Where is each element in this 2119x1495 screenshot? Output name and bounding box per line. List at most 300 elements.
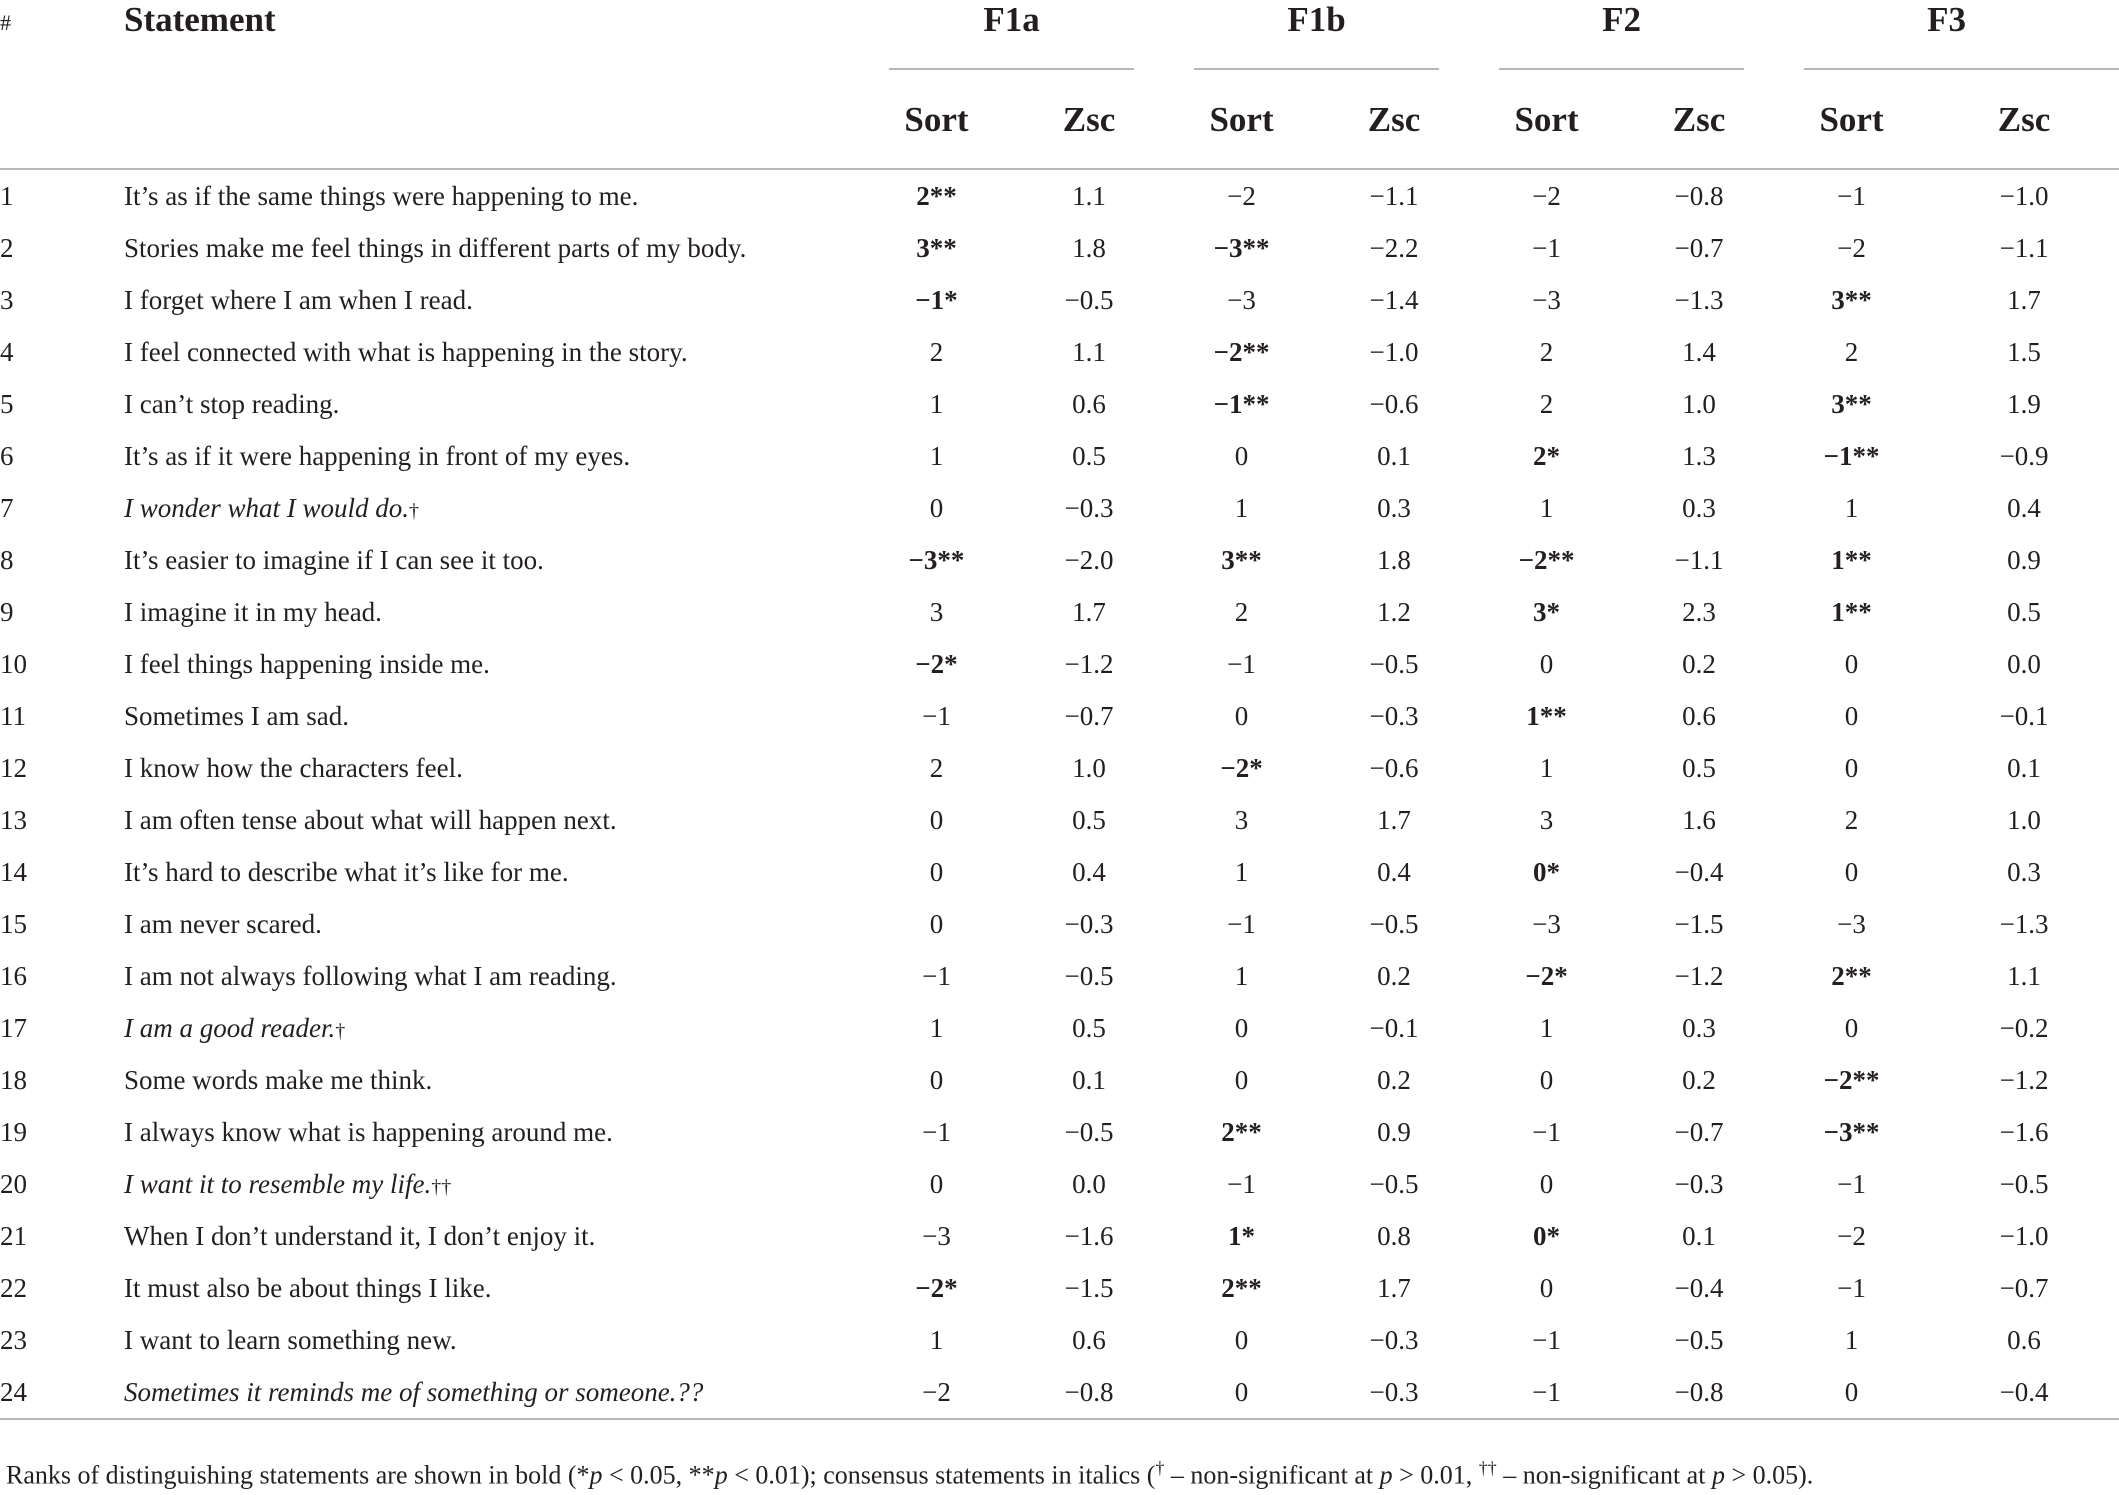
header-sort: Sort: [1469, 72, 1624, 169]
table-row: [0, 950, 2119, 1002]
cell-sort: −3**: [1823, 1116, 1880, 1147]
cell-zsc: −1.0: [1999, 180, 2049, 211]
row-statement: [124, 169, 859, 222]
cell-zsc: 0.1: [1377, 440, 1411, 471]
row-statement: [124, 482, 859, 534]
cell-sort: −2*: [915, 1272, 958, 1303]
cell-sort: −3: [922, 1220, 951, 1251]
cell-zsc: −0.7: [1674, 232, 1724, 263]
cell-zsc: 1.7: [1072, 596, 1106, 627]
row-statement: [124, 1366, 859, 1419]
row-number: 10: [0, 648, 27, 679]
cell-zsc: −0.1: [1369, 1012, 1419, 1043]
cell-sort: 0: [1234, 1324, 1249, 1355]
cell-zsc: 1.5: [2007, 336, 2041, 367]
cell-sort: 0: [1234, 1064, 1249, 1095]
cell-sort: 3**: [1221, 544, 1262, 575]
cell-zsc: 0.3: [1682, 492, 1716, 523]
cell-sort: −2**: [1518, 544, 1575, 575]
header-sort: Sort: [859, 72, 1014, 169]
row-number: 20: [0, 1168, 27, 1199]
cell-zsc: −0.5: [1674, 1324, 1724, 1355]
cell-zsc: 0.0: [1072, 1168, 1106, 1199]
cell-sort: 0: [1539, 1168, 1554, 1199]
header-zsc: Zsc: [1624, 72, 1774, 169]
cell-zsc: 0.5: [1072, 804, 1106, 835]
cell-zsc: 0.3: [2007, 856, 2041, 887]
cell-sort: 0: [1539, 648, 1554, 679]
row-statement: [124, 1158, 859, 1210]
row-statement: [124, 742, 859, 794]
cell-zsc: −1.3: [1999, 908, 2049, 939]
cell-sort: −1: [1532, 1324, 1561, 1355]
cell-sort: 0: [929, 1064, 944, 1095]
cell-zsc: −0.5: [1064, 1116, 1114, 1147]
table-row: [0, 1210, 2119, 1262]
cell-sort: 3**: [1831, 284, 1872, 315]
row-number: 14: [0, 856, 27, 887]
cell-sort: 0: [1844, 700, 1859, 731]
statement-text: I can’t stop reading.: [124, 388, 340, 419]
cell-sort: −1: [1532, 232, 1561, 263]
cell-zsc: −0.5: [1369, 1168, 1419, 1199]
cell-zsc: −2.2: [1369, 232, 1419, 263]
header-sort: Sort: [1774, 72, 1929, 169]
row-number: 11: [0, 700, 26, 731]
cell-sort: 2: [929, 336, 944, 367]
cell-zsc: 0.2: [1377, 1064, 1411, 1095]
row-number: 4: [0, 336, 14, 367]
cell-sort: 0: [929, 804, 944, 835]
cell-sort: 3*: [1533, 596, 1561, 627]
cell-zsc: 1.9: [2007, 388, 2041, 419]
cell-sort: 0: [1539, 1272, 1554, 1303]
statement-text: I wonder what I would do.: [124, 492, 410, 523]
statement-text: I know how the characters feel.: [124, 752, 463, 783]
table-row: [0, 742, 2119, 794]
table-row: [0, 1314, 2119, 1366]
cell-zsc: 0.1: [2007, 752, 2041, 783]
cell-sort: −1: [1469, 1366, 1624, 1419]
row-statement: [124, 690, 859, 742]
cell-sort: 3**: [916, 232, 957, 263]
cell-sort: 1*: [1228, 1220, 1256, 1251]
statement-text: I am often tense about what will happen next.: [124, 804, 617, 835]
header-row-factors: [0, 0, 2119, 72]
cell-sort: 0: [1539, 1064, 1554, 1095]
cell-sort: 1: [929, 388, 944, 419]
row-statement: [124, 1002, 859, 1054]
cell-zsc: −1.2: [1064, 648, 1114, 679]
cell-zsc: −0.3: [1064, 908, 1114, 939]
cell-zsc: 0.5: [1072, 440, 1106, 471]
cell-zsc: −1.0: [1999, 1220, 2049, 1251]
row-number: 3: [0, 284, 14, 315]
header-factor-label: F2: [1602, 0, 1641, 39]
row-number: 22: [0, 1272, 27, 1303]
cell-sort: 1: [1234, 960, 1249, 991]
cell-zsc: 0.6: [1072, 388, 1106, 419]
cell-zsc: 1.7: [1377, 804, 1411, 835]
cell-zsc: −1.6: [1064, 1220, 1114, 1251]
cell-sort: 0: [1844, 752, 1859, 783]
cell-zsc: −0.9: [1999, 440, 2049, 471]
cell-zsc: 0.8: [1377, 1220, 1411, 1251]
cell-sort: 0: [1844, 1012, 1859, 1043]
cell-sort: −2: [1227, 180, 1256, 211]
row-number: 6: [0, 440, 14, 471]
cell-zsc: 0.6: [1682, 700, 1716, 731]
cell-sort: 0: [1234, 440, 1249, 471]
cell-zsc: −0.6: [1369, 388, 1419, 419]
row-statement: [124, 378, 859, 430]
statement-text: I am a good reader.: [124, 1012, 336, 1043]
header-factor-f1a: [859, 0, 1164, 72]
cell-zsc: 0.4: [1072, 856, 1106, 887]
cell-sort: 0: [1774, 1366, 1929, 1419]
cell-sort: 0: [1234, 700, 1249, 731]
header-zsc: Zsc: [1014, 72, 1164, 169]
table-row: [0, 690, 2119, 742]
cell-sort: −1: [1837, 1168, 1866, 1199]
row-number: 19: [0, 1116, 27, 1147]
table-row: [0, 326, 2119, 378]
cell-zsc: 1.7: [1377, 1272, 1411, 1303]
cell-sort: −3: [1227, 284, 1256, 315]
statement-text: I feel things happening inside me.: [124, 648, 490, 679]
cell-zsc: 0.4: [2007, 492, 2041, 523]
row-number: 9: [0, 596, 14, 627]
cell-zsc: −1.1: [1369, 180, 1419, 211]
cell-sort: 0: [1234, 1012, 1249, 1043]
cell-sort: 1: [1844, 1324, 1859, 1355]
table-row: [0, 1366, 2119, 1419]
cell-sort: 2*: [1533, 440, 1561, 471]
cell-zsc: 0.6: [1072, 1324, 1106, 1355]
cell-sort: 2: [929, 752, 944, 783]
cell-zsc: −1.1: [1999, 232, 2049, 263]
cell-sort: −2**: [1823, 1064, 1880, 1095]
statement-text: It’s easier to imagine if I can see it too.: [124, 544, 544, 575]
cell-sort: −1: [922, 960, 951, 991]
cell-sort: 0: [929, 908, 944, 939]
cell-sort: −1: [1227, 648, 1256, 679]
table-row: [0, 1158, 2119, 1210]
header-factor-label: F3: [1927, 0, 1966, 39]
cell-sort: 0*: [1533, 856, 1561, 887]
cell-sort: 0: [929, 1168, 944, 1199]
cell-sort: 1: [1539, 752, 1554, 783]
cell-zsc: −0.3: [1369, 700, 1419, 731]
cell-zsc: −0.4: [1929, 1366, 2119, 1419]
cell-zsc: 1.1: [2007, 960, 2041, 991]
cell-zsc: −0.5: [1064, 960, 1114, 991]
cell-zsc: −0.7: [1999, 1272, 2049, 1303]
cell-sort: −1: [922, 700, 951, 731]
cell-sort: −3**: [1213, 232, 1270, 263]
header-row-subcolumns: [0, 72, 2119, 169]
cell-sort: 1: [1844, 492, 1859, 523]
cell-sort: −3: [1532, 284, 1561, 315]
cell-zsc: 0.9: [2007, 544, 2041, 575]
statement-text: It’s hard to describe what it’s like for me.: [124, 856, 569, 887]
cell-zsc: 1.4: [1682, 336, 1716, 367]
cell-sort: 1**: [1526, 700, 1567, 731]
cell-sort: −2: [1837, 232, 1866, 263]
header-factor-f2: [1469, 0, 1774, 72]
row-number: 2: [0, 232, 14, 263]
cell-sort: −1: [1837, 180, 1866, 211]
row-statement: [124, 1054, 859, 1106]
cell-sort: 3**: [1831, 388, 1872, 419]
cell-zsc: −1.2: [1674, 960, 1724, 991]
cell-zsc: 0.5: [2007, 596, 2041, 627]
table-row: [0, 586, 2119, 638]
statement-text: It must also be about things I like.: [124, 1272, 492, 1303]
cell-sort: 0: [929, 856, 944, 887]
cell-zsc: 1.1: [1072, 336, 1106, 367]
cell-sort: 1: [929, 1324, 944, 1355]
cell-zsc: −0.7: [1674, 1116, 1724, 1147]
cell-zsc: −0.8: [1014, 1366, 1164, 1419]
cell-zsc: −2.0: [1064, 544, 1114, 575]
header-factor-label: F1a: [983, 0, 1040, 39]
cell-sort: −1**: [1823, 440, 1880, 471]
cell-sort: 1: [1234, 856, 1249, 887]
cell-sort: 2: [1539, 388, 1554, 419]
table-row: [0, 638, 2119, 690]
table-row: [0, 482, 2119, 534]
cell-zsc: −0.4: [1674, 856, 1724, 887]
cell-zsc: 1.1: [1072, 180, 1106, 211]
table-row: [0, 534, 2119, 586]
cell-sort: 1: [1539, 492, 1554, 523]
cell-zsc: 0.1: [1072, 1064, 1106, 1095]
cell-zsc: −0.4: [1674, 1272, 1724, 1303]
table-row: [0, 1054, 2119, 1106]
statement-text: Sometimes I am sad.: [124, 700, 349, 731]
row-number: 15: [0, 908, 27, 939]
cell-zsc: −0.7: [1064, 700, 1114, 731]
cell-zsc: 0.4: [1377, 856, 1411, 887]
row-statement: [124, 1314, 859, 1366]
cell-zsc: −0.5: [1064, 284, 1114, 315]
cell-zsc: −1.3: [1674, 284, 1724, 315]
statement-text: I feel connected with what is happening in the story.: [124, 336, 688, 367]
cell-zsc: 1.6: [1682, 804, 1716, 835]
header-statement: Statement: [124, 0, 276, 39]
cell-zsc: −0.3: [1064, 492, 1114, 523]
statement-text: I am not always following what I am reading.: [124, 960, 617, 991]
cell-zsc: 0.2: [1377, 960, 1411, 991]
cell-sort: 3: [1539, 804, 1554, 835]
cell-zsc: 0.3: [1377, 492, 1411, 523]
cell-sort: −1: [1532, 1116, 1561, 1147]
cell-zsc: 0.1: [1682, 1220, 1716, 1251]
cell-sort: −3: [1837, 908, 1866, 939]
row-statement: [124, 1210, 859, 1262]
cell-zsc: 1.7: [2007, 284, 2041, 315]
table-row: [0, 1262, 2119, 1314]
row-statement: [124, 638, 859, 690]
cell-sort: −3**: [908, 544, 965, 575]
row-number: 16: [0, 960, 27, 991]
cell-zsc: 0.9: [1377, 1116, 1411, 1147]
cell-sort: 1**: [1831, 596, 1872, 627]
row-number: 24: [0, 1366, 124, 1419]
table-row: [0, 846, 2119, 898]
cell-zsc: −0.3: [1369, 1324, 1419, 1355]
cell-zsc: −0.5: [1369, 648, 1419, 679]
consensus-marker: ††: [431, 1175, 452, 1198]
row-statement: [124, 274, 859, 326]
table-row: [0, 794, 2119, 846]
cell-zsc: 1.3: [1682, 440, 1716, 471]
cell-sort: −2*: [1525, 960, 1568, 991]
cell-sort: −3: [1532, 908, 1561, 939]
cell-zsc: 1.0: [1682, 388, 1716, 419]
cell-zsc: 1.8: [1377, 544, 1411, 575]
statement-text: It’s as if the same things were happening to me.: [124, 180, 639, 211]
cell-sort: −2: [1837, 1220, 1866, 1251]
cell-zsc: 0.6: [2007, 1324, 2041, 1355]
cell-zsc: 1.0: [1072, 752, 1106, 783]
statement-text: I want it to resemble my life.: [124, 1168, 432, 1199]
row-number: 12: [0, 752, 27, 783]
row-statement: [124, 950, 859, 1002]
cell-zsc: 1.8: [1072, 232, 1106, 263]
cell-zsc: −0.3: [1319, 1366, 1469, 1419]
cell-sort: −1: [1227, 1168, 1256, 1199]
statement-text: Stories make me feel things in different parts of my body.: [124, 232, 747, 263]
cell-sort: 2: [1539, 336, 1554, 367]
cell-zsc: 2.3: [1682, 596, 1716, 627]
cell-sort: 2: [1844, 336, 1859, 367]
cell-sort: 1: [1234, 492, 1249, 523]
cell-sort: 1**: [1831, 544, 1872, 575]
row-statement: [124, 534, 859, 586]
header-number: #: [0, 10, 11, 35]
cell-zsc: −1.6: [1999, 1116, 2049, 1147]
cell-sort: 1: [929, 440, 944, 471]
statement-text: I am never scared.: [124, 908, 322, 939]
header-factor-f3: [1774, 0, 2119, 72]
table-row: [0, 898, 2119, 950]
cell-zsc: 0.2: [1682, 1064, 1716, 1095]
cell-zsc: −0.6: [1369, 752, 1419, 783]
cell-zsc: −1.5: [1064, 1272, 1114, 1303]
row-statement: [124, 430, 859, 482]
cell-sort: 3: [1234, 804, 1249, 835]
header-zsc: Zsc: [1929, 72, 2119, 169]
cell-sort: 0: [1164, 1366, 1319, 1419]
table-row: [0, 274, 2119, 326]
cell-sort: 3: [929, 596, 944, 627]
table-row: [0, 222, 2119, 274]
row-statement: [124, 222, 859, 274]
statement-text: It’s as if it were happening in front of my eyes.: [124, 440, 631, 471]
cell-zsc: −0.8: [1624, 1366, 1774, 1419]
cell-zsc: −0.5: [1999, 1168, 2049, 1199]
statement-text: Some words make me think.: [124, 1064, 433, 1095]
cell-sort: −2: [859, 1366, 1014, 1419]
statement-text: I want to learn something new.: [124, 1324, 457, 1355]
cell-sort: 0: [1844, 856, 1859, 887]
cell-sort: 1: [929, 1012, 944, 1043]
cell-zsc: 0.3: [1682, 1012, 1716, 1043]
cell-zsc: −1.1: [1674, 544, 1724, 575]
cell-zsc: 1.0: [2007, 804, 2041, 835]
statement-text: I imagine it in my head.: [124, 596, 382, 627]
cell-zsc: −1.2: [1999, 1064, 2049, 1095]
row-number: 17: [0, 1012, 27, 1043]
cell-sort: −1**: [1213, 388, 1270, 419]
table-row: [0, 1002, 2119, 1054]
table-row: [0, 169, 2119, 222]
row-statement: [124, 586, 859, 638]
statement-text: Sometimes it reminds me of something or someone.??: [124, 1376, 704, 1407]
cell-sort: 2: [1844, 804, 1859, 835]
row-number: 7: [0, 492, 14, 523]
cell-zsc: 0.2: [1682, 648, 1716, 679]
cell-sort: 0: [1844, 648, 1859, 679]
consensus-marker: †: [335, 1019, 346, 1042]
row-number: 18: [0, 1064, 27, 1095]
row-number: 13: [0, 804, 27, 835]
cell-sort: −1: [1227, 908, 1256, 939]
row-statement: [124, 326, 859, 378]
cell-zsc: −0.2: [1999, 1012, 2049, 1043]
cell-sort: 2: [1234, 596, 1249, 627]
row-statement: [124, 1106, 859, 1158]
header-factor-label: F1b: [1287, 0, 1346, 39]
cell-zsc: −1.5: [1674, 908, 1724, 939]
cell-sort: −1*: [915, 284, 958, 315]
cell-zsc: −1.4: [1369, 284, 1419, 315]
cell-sort: 2**: [1221, 1116, 1262, 1147]
cell-zsc: −0.3: [1674, 1168, 1724, 1199]
cell-sort: 0*: [1533, 1220, 1561, 1251]
row-statement: [124, 1262, 859, 1314]
cell-zsc: 1.2: [1377, 596, 1411, 627]
cell-sort: −1: [1837, 1272, 1866, 1303]
row-number: 23: [0, 1324, 27, 1355]
row-statement: [124, 898, 859, 950]
row-number: 5: [0, 388, 14, 419]
row-statement: [124, 794, 859, 846]
cell-zsc: 0.5: [1682, 752, 1716, 783]
header-zsc: Zsc: [1319, 72, 1469, 169]
row-number: 1: [0, 180, 14, 211]
cell-sort: −2*: [1220, 752, 1263, 783]
cell-zsc: 0.0: [2007, 648, 2041, 679]
statement-text: I forget where I am when I read.: [124, 284, 473, 315]
statement-text: When I don’t understand it, I don’t enjoy it.: [124, 1220, 596, 1251]
cell-sort: 0: [929, 492, 944, 523]
cell-sort: 2**: [1831, 960, 1872, 991]
cell-zsc: −0.8: [1674, 180, 1724, 211]
statement-text: I always know what is happening around me.: [124, 1116, 613, 1147]
header-sort: Sort: [1164, 72, 1319, 169]
cell-sort: −2**: [1213, 336, 1270, 367]
cell-zsc: −1.0: [1369, 336, 1419, 367]
cell-sort: 2**: [916, 180, 957, 211]
cell-sort: 2**: [1221, 1272, 1262, 1303]
row-number: 21: [0, 1220, 27, 1251]
table-footnote: Ranks of distinguishing statements are shown in bold (*p < 0.05, **p < 0.01); consensus statements in italics († – non-significant at p > 0.01, †† – non-significant at p > 0.05).: [6, 1458, 1814, 1490]
cell-sort: 1: [1539, 1012, 1554, 1043]
row-number: 8: [0, 544, 14, 575]
